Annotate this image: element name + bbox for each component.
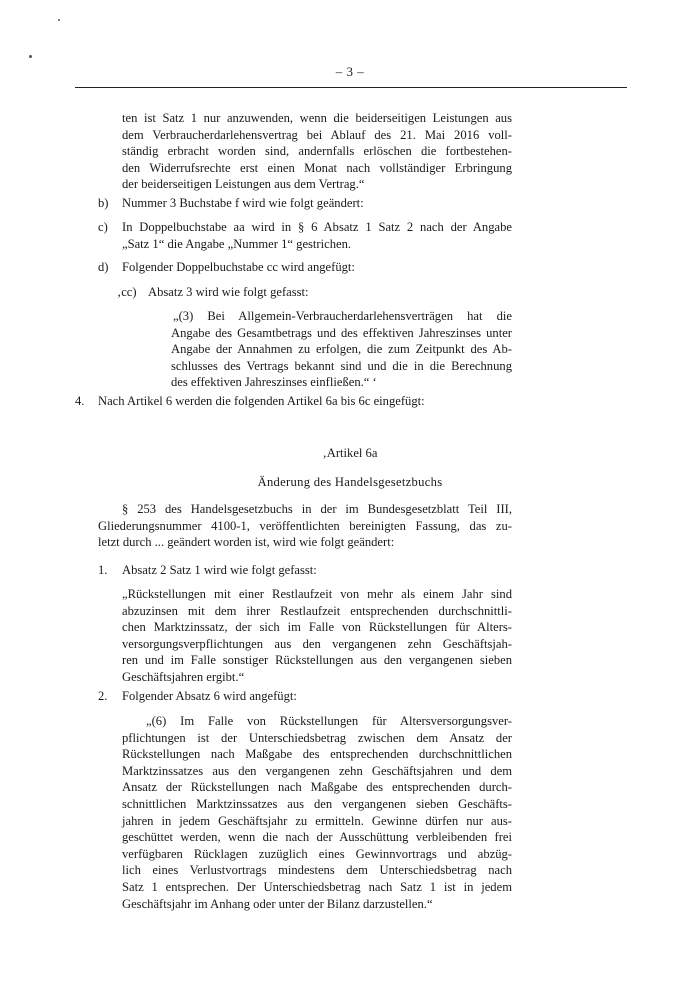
list-label-cc: ‚cc) [117, 285, 137, 299]
text-line: Nach Artikel 6 werden die folgenden Artikel 6a bis 6c eingefügt: [98, 394, 425, 408]
list-item-c [122, 219, 512, 252]
text-line: Geschäftsjahr im Anhang oder unter der Bilanz darzustellen.“ [122, 896, 433, 911]
text-line: schlusses des Vertrags bekannt sind und die in die Berechnung [171, 358, 512, 373]
list-item-d [122, 259, 355, 276]
text-line: ten ist Satz 1 nur anzuwenden, wenn die beiderseitigen Leistungen aus [122, 111, 512, 125]
text-line: geschüttet werden, wenn die nach der Ausschüttung verbleibenden frei [122, 830, 512, 845]
text-line: der beiderseitigen Leistungen aus dem Vertrag.“ [122, 177, 365, 192]
list-label-2: 2. [98, 689, 108, 703]
continuation-paragraph [122, 110, 512, 193]
text-line: den Widerrufsrechte erst einen Monat nach vollständiger Erbringung [122, 160, 512, 175]
text-line: Gliederungsnummer 4100-1, veröffentlichten bereinigten Fassung, das zu- [98, 518, 512, 533]
list-item-2 [122, 688, 297, 705]
text-line: des effektiven Jahreszinses einfließen.“ ‘ [171, 375, 377, 390]
text-line: schnittlichen Marktzinssatzes aus den vergangenen sieben Geschäfts- [122, 796, 512, 811]
list-label-1: 1. [98, 563, 108, 577]
text-line: verfügbaren Rücklagen zuzüglich eines Gewinnvortrags und abzüg- [122, 846, 512, 861]
list-label-d: d) [98, 260, 109, 274]
article-title: Änderung des Handelsgesetzbuchs [257, 475, 443, 489]
quote-absatz-3 [171, 308, 512, 391]
text-line: „Rückstellungen mit einer Restlaufzeit von mehr als einem Jahr sind [122, 587, 512, 601]
list-label-4: 4. [75, 394, 85, 408]
text-line: Geschäftsjahren ergibt.“ [122, 669, 245, 684]
text-line: versorgungsverpflichtungen aus den vergangenen zehn Geschäftsjah- [122, 636, 512, 651]
text-line: Angabe der Annahmen zu erfolgen, die zum Zeitpunkt des Ab- [171, 342, 512, 357]
list-item-cc [148, 284, 309, 301]
text-line: Absatz 3 wird wie folgt gefasst: [148, 285, 309, 299]
text-line: In Doppelbuchstabe aa wird in § 6 Absatz 1 Satz 2 nach der Angabe [122, 220, 512, 234]
text-line: dem Verbraucherdarlehensvertrag bei Ablauf des 21. Mai 2016 voll- [122, 127, 512, 142]
text-line: lich eines Verlustvortrags mindestens dem Unterschiedsbetrag nach [122, 863, 512, 878]
page-number: – 3 – [335, 64, 365, 79]
text-line: ren und im Falle sonstiger Rückstellungen aus den vergangenen sieben [122, 653, 512, 668]
scan-speck [29, 55, 32, 58]
text-line: Nummer 3 Buchstabe f wird wie folgt geändert: [122, 196, 364, 210]
text-line: letzt durch ... geändert worden ist, wird wie folgt geändert: [98, 535, 395, 550]
list-item-b [122, 195, 364, 212]
text-line: Rückstellungen nach Maßgabe des entsprechenden durchschnittlichen [122, 747, 512, 762]
list-item-1 [122, 562, 317, 579]
text-line: § 253 des Handelsgesetzbuchs in der im Bundesgesetzblatt Teil III, [122, 502, 512, 516]
text-line: Folgender Absatz 6 wird angefügt: [122, 689, 297, 703]
text-line: „(3) Bei Allgemein-Verbraucherdarlehensverträgen hat die [173, 309, 512, 323]
text-line: Satz 1 entsprechen. Der Unterschiedsbetrag nach Satz 1 ist in jedem [122, 879, 512, 894]
text-line: Marktzinssatzes aus den vergangenen zehn Geschäftsjahren und dem [122, 763, 512, 778]
text-line: pflichtungen ist der Unterschiedsbetrag zwischen dem Ansatz der [122, 730, 512, 745]
text-line: ständig erbracht worden sind, andernfalls erlöschen die fortbestehen- [122, 144, 512, 159]
text-line: „Satz 1“ die Angabe „Nummer 1“ gestrichen. [122, 236, 352, 251]
quote-absatz-6 [122, 713, 512, 912]
scan-speck [58, 19, 60, 21]
list-label-b: b) [98, 196, 109, 210]
text-line: jahren in jedem Geschäftsjahr zu ermitteln. Gewinne dürfen nur aus- [122, 813, 512, 828]
text-line: abzuzinsen mit dem ihrer Restlaufzeit entsprechenden durchschnittli- [122, 603, 512, 618]
header-rule [75, 87, 627, 88]
text-line: „(6) Im Falle von Rückstellungen für Altersversorgungsver- [146, 714, 512, 728]
list-item-4 [98, 393, 425, 410]
list-label-c: c) [98, 220, 108, 234]
text-line: Absatz 2 Satz 1 wird wie folgt gefasst: [122, 563, 317, 577]
article-number: ‚Artikel 6a [322, 446, 378, 460]
quote-absatz-2 [122, 586, 512, 686]
intro-paragraph [98, 501, 512, 551]
text-line: chen Marktzinssatz, der sich im Falle von Rückstellungen für Alters- [122, 620, 512, 635]
text-line: Angabe des Gesamtbetrags und des effektiven Jahreszinses unter [171, 325, 512, 340]
text-line: Ansatz der Rückstellungen nach Maßgabe des entsprechenden durch- [122, 780, 512, 795]
text-line: Folgender Doppelbuchstabe cc wird angefügt: [122, 260, 355, 274]
